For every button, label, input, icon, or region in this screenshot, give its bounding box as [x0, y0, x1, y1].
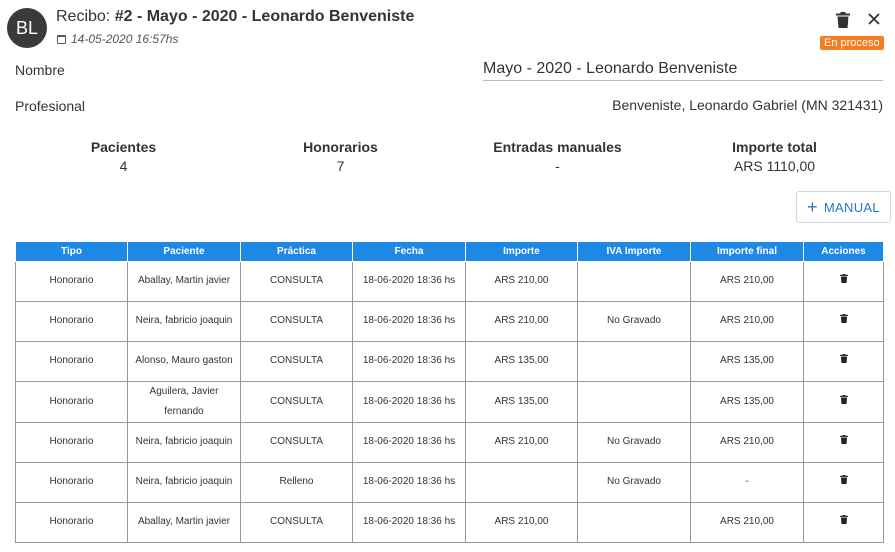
- cell-tipo: Honorario: [16, 462, 128, 502]
- cell-importe-final: -: [691, 462, 804, 502]
- delete-row-icon[interactable]: [840, 435, 848, 444]
- stat-value: ARS 1110,00: [733, 158, 816, 174]
- cell-importe: ARS 135,00: [466, 341, 578, 381]
- receipt-date-text: 14-05-2020 16:57hs: [71, 32, 179, 46]
- column-header-practica[interactable]: Práctica: [241, 242, 353, 261]
- receipt-table: [15, 242, 884, 543]
- cell-fecha: 18-06-2020 18:36 hs: [353, 381, 466, 422]
- column-header-importe-final[interactable]: Importe final: [691, 242, 804, 261]
- cell-paciente: Aballay, Martin javier: [128, 502, 241, 542]
- stat-label: Importe total: [732, 139, 817, 155]
- cell-tipo: Honorario: [16, 422, 128, 462]
- column-header-tipo[interactable]: Tipo: [16, 242, 128, 261]
- table-row: [16, 261, 884, 301]
- cell-iva-importe: [578, 261, 691, 301]
- plus-icon: +: [807, 197, 818, 217]
- add-manual-label: MANUAL: [823, 199, 880, 215]
- stat-label: Honorarios: [303, 139, 378, 155]
- cell-fecha: 18-06-2020 18:36 hs: [353, 261, 466, 301]
- cell-fecha: 18-06-2020 18:36 hs: [353, 341, 466, 381]
- cell-iva-importe: [578, 502, 691, 542]
- profesional-label: Profesional: [15, 98, 86, 114]
- cell-practica: CONSULTA: [241, 422, 353, 462]
- cell-acciones: [804, 301, 884, 341]
- delete-row-icon[interactable]: [840, 395, 848, 404]
- cell-tipo: Honorario: [16, 502, 128, 542]
- cell-practica: CONSULTA: [241, 502, 353, 542]
- nombre-label: Nombre: [15, 62, 65, 78]
- cell-practica: CONSULTA: [241, 341, 353, 381]
- table-row: [16, 422, 884, 462]
- cell-importe-final: ARS 210,00: [691, 422, 804, 462]
- cell-fecha: 18-06-2020 18:36 hs: [353, 422, 466, 462]
- cell-importe-final: ARS 210,00: [691, 502, 804, 542]
- table-header-row: [16, 242, 884, 261]
- cell-importe: ARS 210,00: [466, 301, 578, 341]
- add-manual-button[interactable]: [796, 191, 891, 223]
- cell-iva-importe: [578, 341, 691, 381]
- cell-iva-importe: [578, 381, 691, 422]
- column-header-fecha[interactable]: Fecha: [353, 242, 466, 261]
- cell-iva-importe: No Gravado: [578, 422, 691, 462]
- cell-fecha: 18-06-2020 18:36 hs: [353, 462, 466, 502]
- cell-paciente: Neira, fabricio joaquin: [128, 301, 241, 341]
- cell-practica: CONSULTA: [241, 301, 353, 341]
- cell-acciones: [804, 502, 884, 542]
- delete-receipt-icon[interactable]: [836, 12, 850, 28]
- avatar: BL: [7, 8, 47, 48]
- cell-importe-final: ARS 135,00: [691, 341, 804, 381]
- column-header-paciente[interactable]: Paciente: [128, 242, 241, 261]
- cell-paciente: Neira, fabricio joaquin: [128, 462, 241, 502]
- title-main: #2 - Mayo - 2020 - Leonardo Benveniste: [114, 8, 415, 25]
- cell-iva-importe: No Gravado: [578, 462, 691, 502]
- stat-label: Entradas manuales: [493, 139, 622, 155]
- delete-row-icon[interactable]: [840, 274, 848, 283]
- page-title: [56, 8, 414, 26]
- cell-importe: [466, 462, 578, 502]
- table-row: [16, 462, 884, 502]
- delete-row-icon[interactable]: [840, 515, 848, 524]
- stat-honorarios: [232, 139, 449, 174]
- stat-entradas-manuales: [449, 139, 666, 174]
- delete-row-icon[interactable]: [840, 354, 848, 363]
- dialog-header: [0, 0, 895, 56]
- column-header-acciones: Acciones: [804, 242, 884, 261]
- cell-importe: ARS 210,00: [466, 422, 578, 462]
- cell-acciones: [804, 381, 884, 422]
- stat-pacientes: [15, 139, 232, 174]
- cell-practica: CONSULTA: [241, 261, 353, 301]
- cell-importe-final: ARS 135,00: [691, 381, 804, 422]
- table-row: [16, 381, 884, 422]
- table-row: [16, 502, 884, 542]
- stat-importe-total: [666, 139, 883, 174]
- column-header-importe[interactable]: Importe: [466, 242, 578, 261]
- table-row: [16, 301, 884, 341]
- table-row: [16, 341, 884, 381]
- cell-acciones: [804, 422, 884, 462]
- cell-paciente: Aguilera, Javier fernando: [128, 381, 241, 422]
- cell-acciones: [804, 462, 884, 502]
- cell-practica: CONSULTA: [241, 381, 353, 422]
- stat-label: Pacientes: [90, 139, 157, 155]
- cell-paciente: Aballay, Martin javier: [128, 261, 241, 301]
- calendar-icon: [57, 35, 66, 44]
- cell-importe: ARS 135,00: [466, 381, 578, 422]
- column-header-iva-importe[interactable]: IVA Importe: [578, 242, 691, 261]
- cell-fecha: 18-06-2020 18:36 hs: [353, 301, 466, 341]
- summary-stats: [15, 139, 883, 179]
- stat-value: 7: [336, 158, 345, 174]
- profesional-value: Benveniste, Leonardo Gabriel (MN 321431): [612, 97, 883, 113]
- cell-paciente: Neira, fabricio joaquin: [128, 422, 241, 462]
- close-icon[interactable]: [866, 11, 882, 27]
- stat-value: 4: [119, 158, 128, 174]
- receipt-date: [57, 32, 178, 46]
- cell-fecha: 18-06-2020 18:36 hs: [353, 502, 466, 542]
- stat-value: -: [555, 158, 560, 174]
- cell-importe-final: ARS 210,00: [691, 301, 804, 341]
- cell-paciente: Alonso, Mauro gaston: [128, 341, 241, 381]
- cell-acciones: [804, 341, 884, 381]
- cell-tipo: Honorario: [16, 341, 128, 381]
- status-badge: En proceso: [820, 36, 884, 50]
- delete-row-icon[interactable]: [840, 475, 848, 484]
- delete-row-icon[interactable]: [840, 314, 848, 323]
- cell-practica: Relleno: [241, 462, 353, 502]
- cell-iva-importe: No Gravado: [578, 301, 691, 341]
- cell-importe-final: ARS 210,00: [691, 261, 804, 301]
- cell-acciones: [804, 261, 884, 301]
- cell-tipo: Honorario: [16, 301, 128, 341]
- cell-importe: ARS 210,00: [466, 502, 578, 542]
- nombre-input[interactable]: [483, 57, 883, 81]
- title-prefix: Recibo:: [56, 8, 115, 25]
- cell-tipo: Honorario: [16, 381, 128, 422]
- cell-importe: ARS 210,00: [466, 261, 578, 301]
- cell-tipo: Honorario: [16, 261, 128, 301]
